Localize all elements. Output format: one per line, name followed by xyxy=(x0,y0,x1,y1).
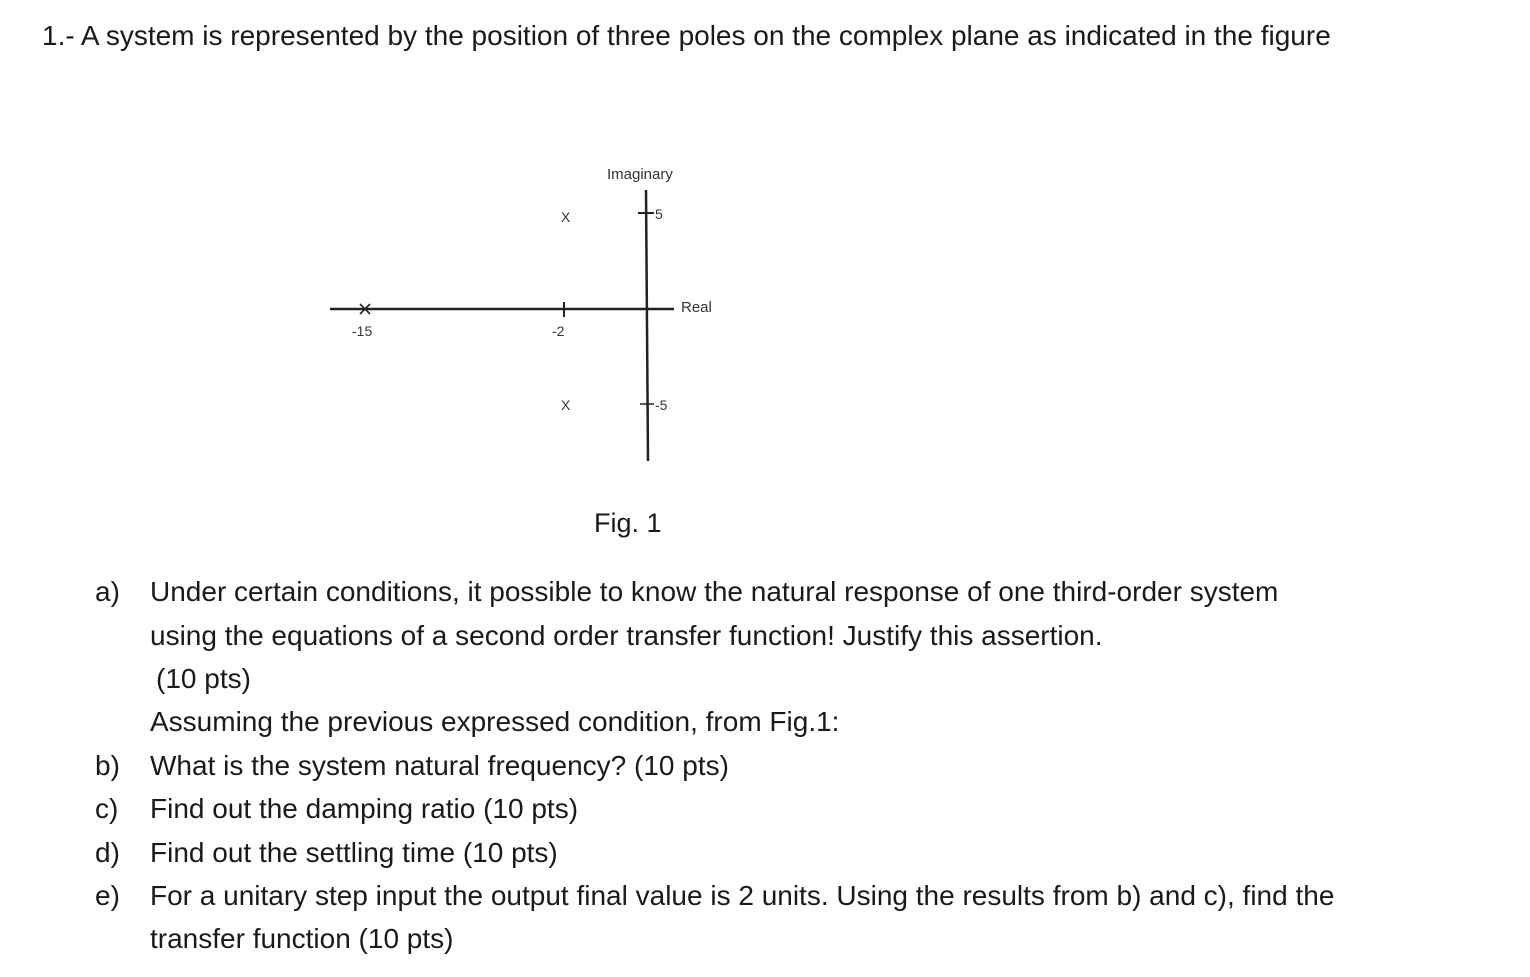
question-a-line3 xyxy=(0,662,1530,696)
question-d xyxy=(0,836,1530,870)
question-a-letter: a) xyxy=(95,576,120,607)
imag-tick-neg-label: -5 xyxy=(655,397,668,413)
assumption-text: Assuming the previous expressed condition, from Fig.1: xyxy=(150,706,840,737)
real-tick-a-label: -15 xyxy=(352,323,373,339)
imaginary-axis-label: Imaginary xyxy=(607,166,673,183)
question-b-text: What is the system natural frequency? (10 pts) xyxy=(150,750,729,781)
problem-heading: 1.- A system is represented by the position of three poles on the complex plane as indicated in the figure xyxy=(42,20,1331,51)
question-b xyxy=(0,749,1530,783)
imaginary-axis xyxy=(646,190,648,461)
pole-lower-marker: X xyxy=(561,397,571,413)
question-c xyxy=(0,792,1530,826)
imag-tick-pos-label: 5 xyxy=(655,206,663,222)
question-c-letter: c) xyxy=(95,793,119,824)
question-a-line1 xyxy=(0,575,1530,609)
question-a-line2 xyxy=(0,619,1530,653)
figure-caption: Fig. 1 xyxy=(594,508,662,538)
question-e-line2 xyxy=(0,922,1530,956)
real-tick-b-label: -2 xyxy=(552,323,565,339)
assumption-line xyxy=(0,705,1530,739)
question-e-text-2: transfer function (10 pts) xyxy=(150,923,454,954)
question-a-text-1: Under certain conditions, it possible to know the natural response of one third-order system xyxy=(150,576,1279,607)
real-axis-label: Real xyxy=(681,299,712,316)
question-d-letter: d) xyxy=(95,837,120,868)
question-a-text-2: using the equations of a second order transfer function! Justify this assertion. xyxy=(150,620,1103,651)
question-a-points: (10 pts) xyxy=(156,663,251,694)
question-c-text: Find out the damping ratio (10 pts) xyxy=(150,793,579,824)
question-e-text-1: For a unitary step input the output final value is 2 units. Using the results from b) and c), find the xyxy=(150,880,1335,911)
question-e-letter: e) xyxy=(95,880,120,911)
question-b-letter: b) xyxy=(95,750,120,781)
question-d-text: Find out the settling time (10 pts) xyxy=(150,837,558,868)
pole-upper-marker: X xyxy=(561,209,571,225)
question-e-line1 xyxy=(0,879,1530,913)
